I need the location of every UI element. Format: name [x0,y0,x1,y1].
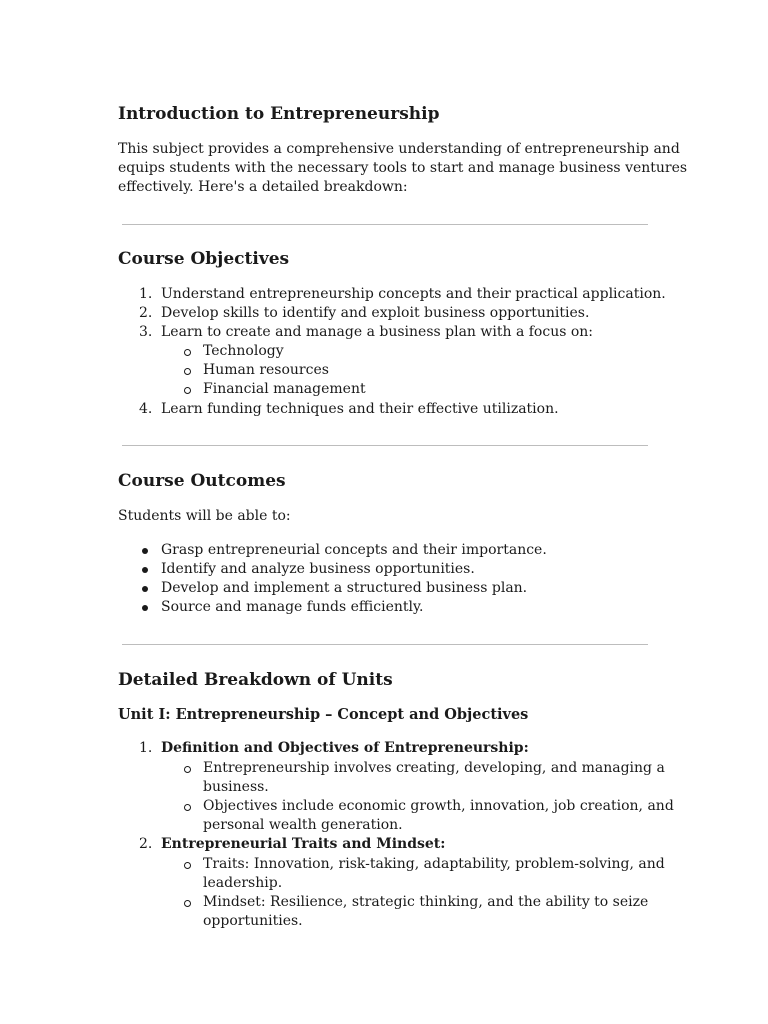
list-number: 1. [139,286,153,302]
intro-paragraph-line-3: effectively. Here's a detailed breakdown: [118,179,408,195]
breakdown-sub-item: Entrepreneurship involves creating, developing, and managing a [203,760,665,776]
objective-sub-item: Technology [203,343,284,359]
objective-item: Understand entrepreneurship concepts and their practical application. [161,286,666,302]
bullet-icon [142,567,148,573]
breakdown-sub-item-cont: opportunities. [203,913,303,929]
breakdown-sub-item-cont: personal wealth generation. [203,817,403,833]
circle-bullet-icon [184,862,191,869]
circle-bullet-icon [184,900,191,907]
list-number: 2. [139,836,153,852]
circle-bullet-icon [184,349,191,356]
list-number: 4. [139,401,153,417]
divider [122,644,648,645]
outcome-item: Grasp entrepreneurial concepts and their importance. [161,542,547,558]
bullet-icon [142,548,148,554]
list-number: 1. [139,740,153,756]
breakdown-title: Detailed Breakdown of Units [118,670,393,690]
circle-bullet-icon [184,387,191,394]
breakdown-sub-item-cont: business. [203,779,269,795]
breakdown-sub-item: Objectives include economic growth, innovation, job creation, and [203,798,674,814]
breakdown-sub-item-cont: leadership. [203,875,283,891]
outcome-item: Source and manage funds efficiently. [161,599,424,615]
objective-item: Learn funding techniques and their effective utilization. [161,401,559,417]
divider [122,445,648,446]
objective-item: Develop skills to identify and exploit business opportunities. [161,305,590,321]
breakdown-sub-item: Mindset: Resilience, strategic thinking, and the ability to seize [203,894,649,910]
intro-title: Introduction to Entrepreneurship [118,104,440,124]
intro-paragraph-line-2: equips students with the necessary tools to start and manage business ventures [118,160,688,176]
list-number: 3. [139,324,153,340]
intro-paragraph-line-1: This subject provides a comprehensive understanding of entrepreneurship and [118,141,680,157]
outcomes-title: Course Outcomes [118,471,286,491]
circle-bullet-icon [184,766,191,773]
objective-sub-item: Human resources [203,362,329,378]
outcome-item: Develop and implement a structured business plan. [161,580,528,596]
outcome-item: Identify and analyze business opportunities. [161,561,475,577]
divider [122,224,648,225]
breakdown-item-title: Entrepreneurial Traits and Mindset: [161,836,446,852]
outcomes-intro: Students will be able to: [118,508,291,524]
list-number: 2. [139,305,153,321]
bullet-icon [142,605,148,611]
breakdown-item-title: Definition and Objectives of Entrepreneurship: [161,740,529,756]
bullet-icon [142,586,148,592]
circle-bullet-icon [184,368,191,375]
objective-item: Learn to create and manage a business plan with a focus on: [161,324,594,340]
objectives-title: Course Objectives [118,249,290,269]
unit-title: Unit I: Entrepreneurship – Concept and Objectives [118,706,529,723]
circle-bullet-icon [184,804,191,811]
objective-sub-item: Financial management [203,381,366,397]
breakdown-sub-item: Traits: Innovation, risk-taking, adaptability, problem-solving, and [203,856,665,872]
